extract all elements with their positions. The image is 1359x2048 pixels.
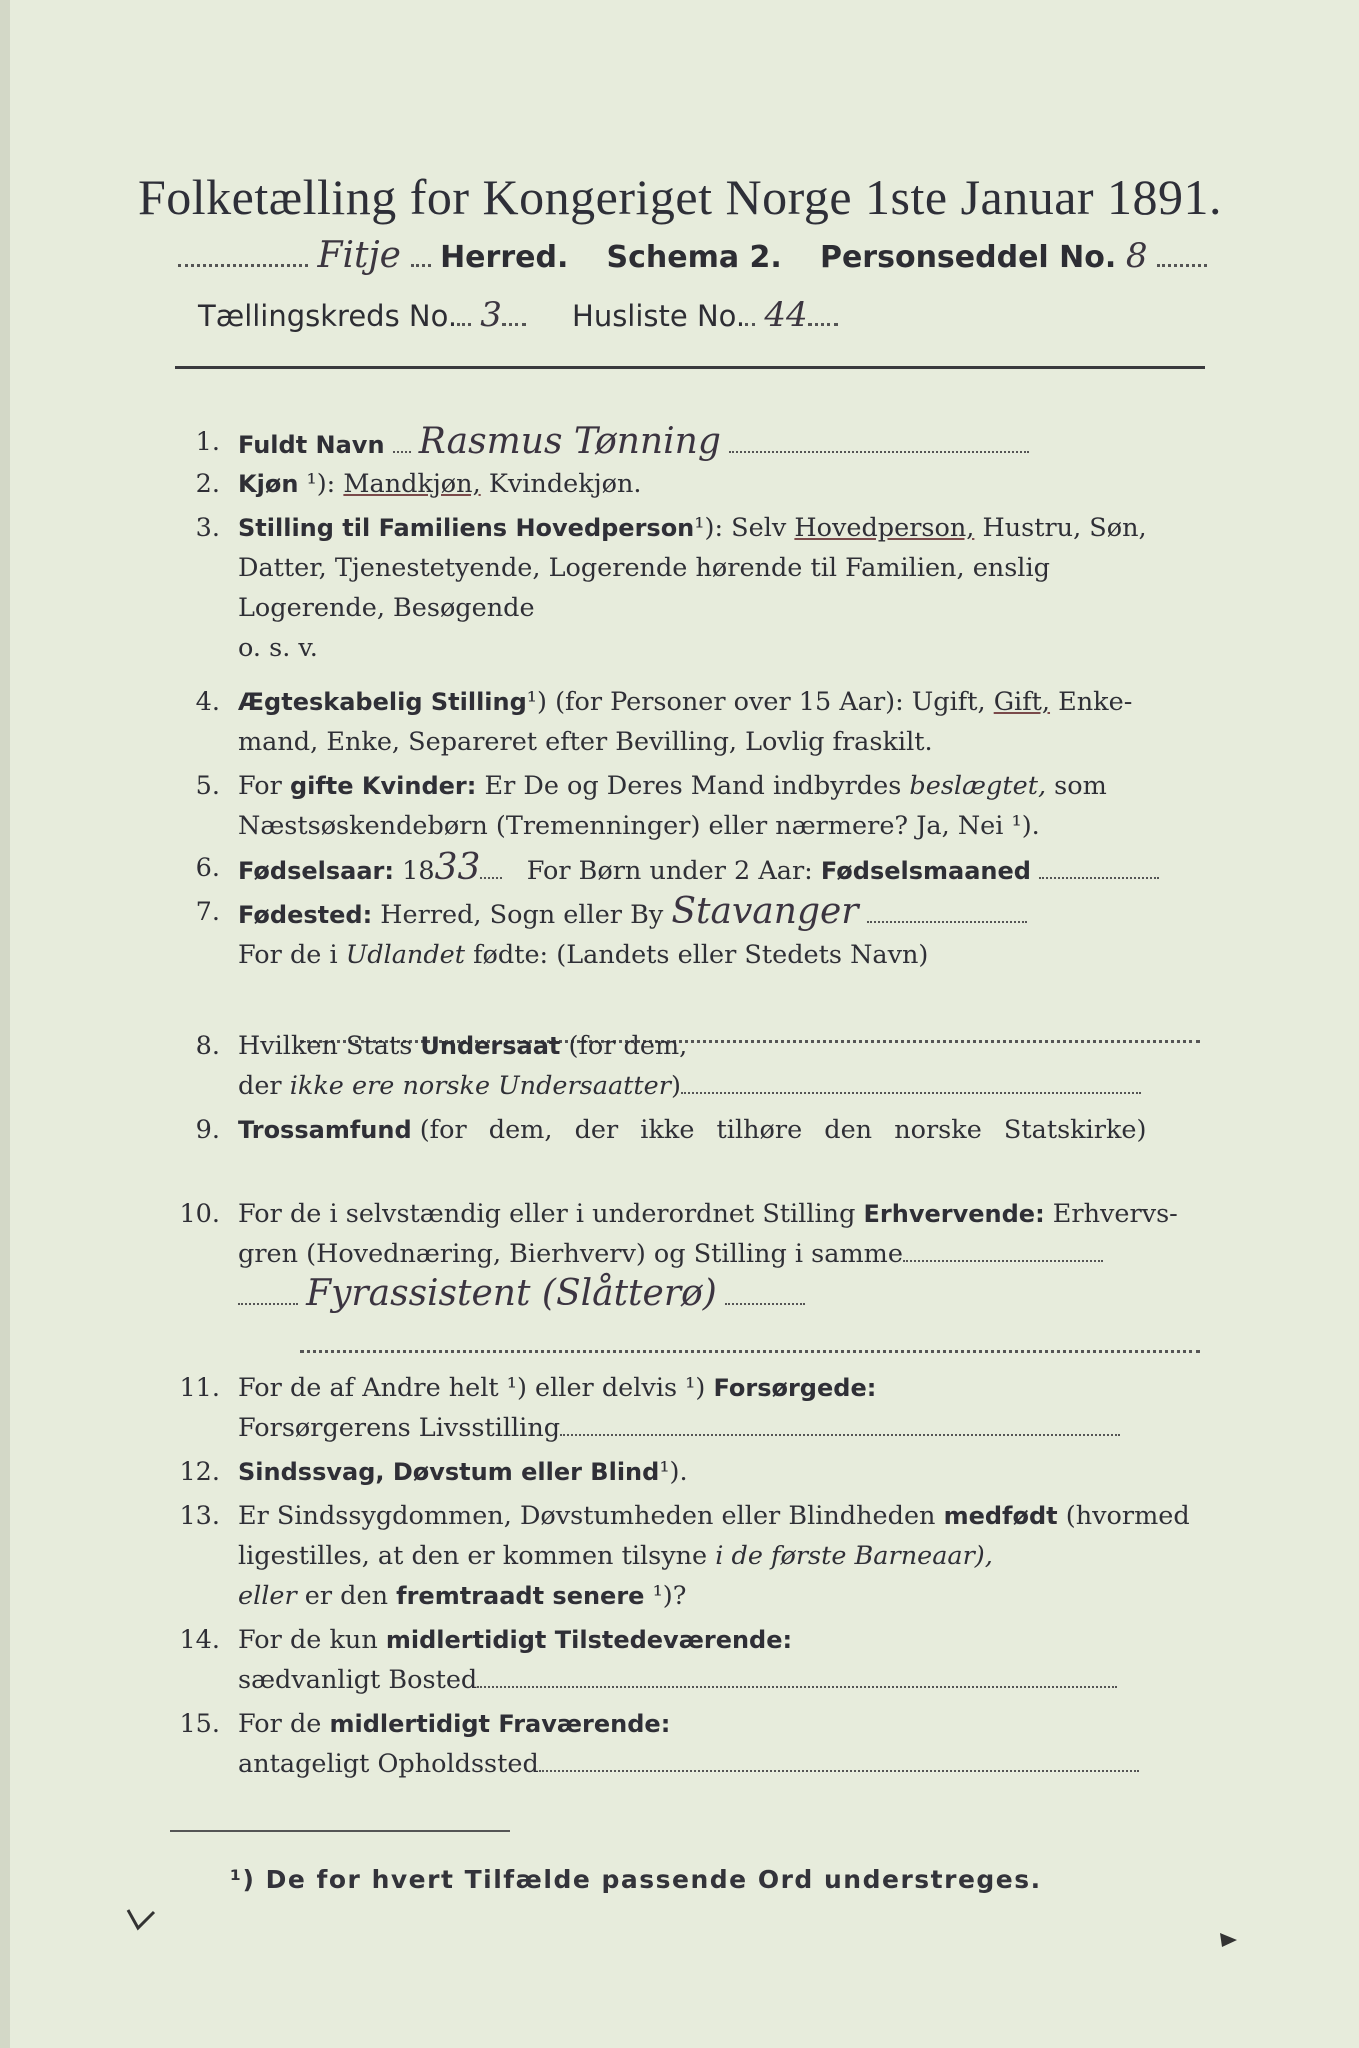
kreds-value: 3	[480, 295, 502, 335]
marital-selected: Gift,	[993, 687, 1051, 717]
birthplace-value: Stavanger	[671, 891, 859, 932]
footnote: ¹) De for hvert Tilfælde passende Ord understreges.	[230, 1865, 1042, 1894]
herred-value: Fitje	[317, 235, 401, 276]
husliste-label: Husliste No.	[572, 299, 746, 333]
schema-label: Schema 2.	[606, 240, 782, 275]
birth-year-value: 33	[434, 847, 481, 888]
personseddel-value: 8	[1125, 236, 1148, 276]
personseddel-label: Personseddel No.	[819, 240, 1117, 275]
herred-label: Herred.	[440, 240, 569, 275]
census-form-page: Folketælling for Kongeriget Norge 1ste Januar 1891. Fitje Herred. Schema 2. Personseddel No. 8 Tællingskreds No. 3 Husliste No. 44 1. Fuldt Navn Rasmus Tønning 2. Kjøn ¹): Mandkjøn, Kvindekjøn. 3. Stilling til Familiens Hovedperson¹): Selv Hovedperson, Hustru, Søn, Datter, Tjenestetyende, Logerende hørende til Familien, enslig Logerende, Besøgende o. s. v. 4. Ægteskabelig Stilling¹) (for Personer over 15 Aar): Ugift, Gift, Enke- mand, Enke, Separeret efter Bevilling, Lovlig fraskilt. 5. For gifte Kvinder: Er De og Deres Mand indbyrdes beslægtet, som Næstsøskendebørn (Tremenninger) eller nærmere? Ja, Nei ¹). 6. Fødselsaar: 1833 For Børn under 2 Aar: Fødselsmaaned 7. Fødested: Herred, Sogn eller By Stavanger For de i Udlandet fødte: (Landets eller Stedets Navn) 8. Hvilken Stats Undersaat (for dem, der ikke ere norske Undersaatter) 9. Trossamfund (for dem, der ikke tilhøre den norske Statskirke) 10. For de i selvstændig eller i underordnet Stilling Erhvervende: Erhvervs- gren (Hovednæring, Bierhverv) og Stilling i samme Fyrassistent (Slåtterø) 11. For de af Andre helt ¹) eller delvis ¹) Forsørgede: Forsørgerens Livsstilling 12. Sindssvag, Døvstum eller Blind¹). 13. Er Sindssygdommen, Døvstumheden eller Blindheden medfødt (hvormed ligestilles, at den er kommen tilsyne i de første Barneaar), eller er den fremtraadt senere ¹)? 14. For de kun midlertidigt Tilstedeværende: sædvanligt Bosted 15. For de midlertidigt Fraværende: antageligt Opholdssted ¹) De for hvert Tilfælde passende Ord understreges.	[0, 0, 1359, 2048]
occupation-value: Fyrassistent (Slåtterø)	[306, 1273, 717, 1314]
gender-selected: Mandkjøn,	[343, 469, 481, 499]
arrow-mark-icon	[1215, 1925, 1245, 1955]
footnote-rule	[170, 1830, 510, 1832]
header-row-kreds	[198, 295, 1218, 335]
position-selected: Hovedperson,	[794, 513, 975, 543]
husliste-value: 44	[764, 295, 808, 335]
form-title: Folketælling for Kongeriget Norge 1ste Januar 1891.	[137, 169, 1223, 225]
header-rule	[175, 366, 1205, 369]
kreds-label: Tællingskreds No.	[198, 299, 458, 333]
check-mark-icon	[120, 1900, 170, 1940]
header-row-herred	[178, 235, 1218, 276]
full-name-value: Rasmus Tønning	[418, 421, 721, 462]
